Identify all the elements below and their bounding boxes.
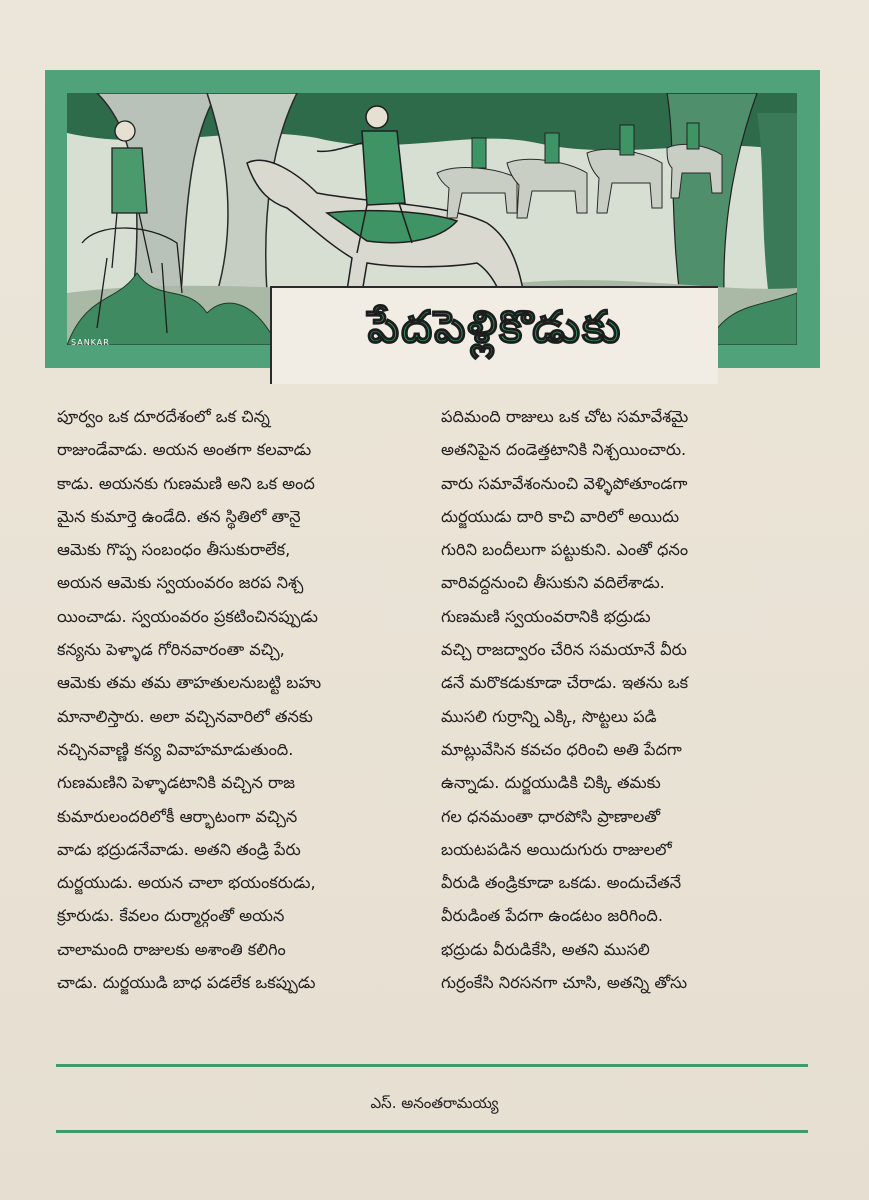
text-line: దుర్జయుడు. అయన చాలా భయంకరుడు, (57, 873, 316, 893)
text-line: డనే మరొకడుకూడా చేరాడు. ఇతను ఒక (441, 673, 689, 693)
divider-top (56, 1064, 808, 1067)
text-line: వాడు భద్రుడనేవాడు. అతని తండ్రి పేరు (57, 839, 301, 859)
text-line: మైన కుమార్తె ఉండేది. తన స్థితిలో తానై (57, 506, 301, 526)
story-title: పేదపెళ్లికొడుకు (367, 302, 623, 353)
text-line: అయన ఆమెకు స్వయంవరం జరప నిశ్చ (57, 573, 304, 593)
text-line: రాజుండేవాడు. అయన అంతగా కలవాడు (57, 440, 312, 460)
artist-signature: SANKAR (71, 338, 110, 347)
text-line: గుర్రంకేసి నిరసనగా చూసి, అతన్ని తోసు (441, 973, 688, 993)
text-line: మాట్లువేసిన కవచం ధరించి అతి పేదగా (441, 739, 682, 759)
author-byline: ఎస్. అనంతరామయ్య (370, 1094, 499, 1112)
text-line: క్రూరుడు. కేవలం దుర్మార్గంతో అయన (57, 906, 285, 926)
text-line: భద్రుడు వీరుడికేసి, అతని ముసలి (441, 939, 650, 959)
text-line: గల ధనమంతా ధారపోసి ప్రాణాలతో (441, 806, 661, 826)
text-line: బయటపడిన అయిదుగురు రాజులలో (441, 839, 672, 859)
text-line: వారివద్దనుంచి తీసుకుని వదిలేశాడు. (441, 573, 665, 593)
text-line: వీరుడింత పేదగా ఉండటం జరిగింది. (441, 906, 663, 926)
title-box (270, 286, 718, 384)
text-line: దుర్జయుడు దారి కాచి వారిలో అయిదు (441, 506, 680, 526)
text-line: చాలామంది రాజులకు అశాంతి కలిగిం (57, 939, 286, 959)
text-line: వచ్చి రాజద్వారం చేరిన సమయానే వీరు (441, 640, 687, 660)
text-line: ఆమెకు గొప్ప సంబంధం తీసుకురాలేక, (57, 540, 291, 560)
text-line: పదిమంది రాజులు ఒక చోట సమావేశమై (441, 407, 689, 426)
text-line: గుణమణి స్వయంవరానికి భద్రుడు (441, 606, 651, 626)
text-line: గుణమణిని పెళ్ళాడటానికి వచ్చిన రాజ (57, 773, 295, 793)
text-line: వారు సమావేశంనుంచి వెళ్ళిపోతూండగా (441, 473, 688, 493)
text-line: మానాలిస్తారు. అలా వచ్చినవారిలో తనకు (57, 706, 313, 726)
text-line: ఆమెకు తమ తమ తాహతులనుబట్టి బహు (57, 673, 322, 693)
text-line: ముసలి గుర్రాన్ని ఎక్కి, సొట్టలు పడి (441, 706, 657, 726)
divider-bottom (56, 1130, 808, 1133)
text-line: వీరుడి తండ్రికూడా ఒకడు. అందుచేతనే (441, 873, 682, 893)
text-line: కుమారులందరిలోకీ ఆర్భాటంగా వచ్చిన (57, 806, 298, 826)
text-line: నచ్చినవాణ్ణి కన్య వివాహమాడుతుంది. (57, 739, 294, 759)
text-line: గురిని బందీలుగా పట్టుకుని. ఎంతో ధనం (441, 540, 689, 560)
text-line: పూర్వం ఒక దూరదేశంలో ఒక చిన్న (57, 407, 270, 426)
text-line: ఉన్నాడు. దుర్జయుడికి చిక్కి తమకు (441, 773, 661, 793)
text-line: కన్యను పెళ్ళాడ గోరినవారంతా వచ్చి, (57, 640, 285, 660)
text-column-left (57, 400, 437, 999)
text-line: కాడు. అయనకు గుణమణి అని ఒక అంద (57, 473, 315, 493)
text-line: యించాడు. స్వయంవరం ప్రకటించినప్పుడు (57, 606, 319, 626)
text-line: చాడు. దుర్జయుడి బాధ పడలేక ఒకప్పుడు (57, 973, 316, 993)
text-column-right (441, 400, 821, 999)
text-line: అతనిపైన దండెత్తటానికి నిశ్చయించారు. (441, 440, 687, 460)
